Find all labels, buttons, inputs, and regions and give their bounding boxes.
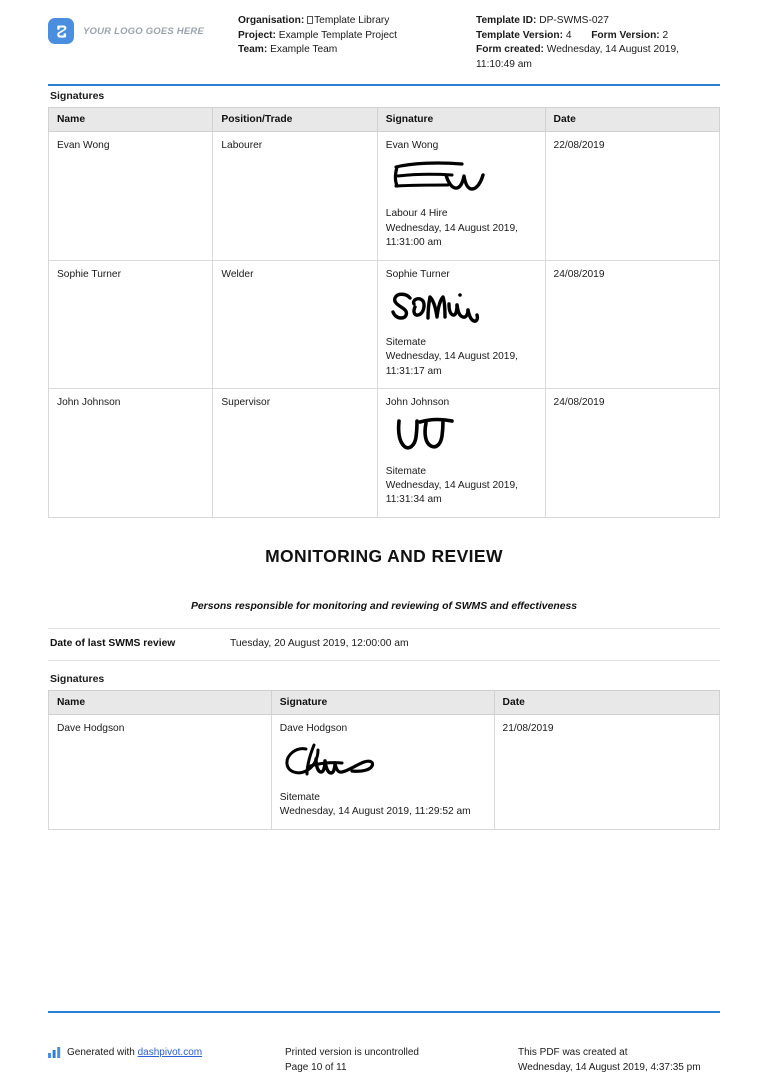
- logo-block: [48, 14, 238, 44]
- document-header: [0, 0, 768, 78]
- cell-position: Supervisor: [213, 389, 377, 518]
- template-version-value: 4: [565, 29, 572, 41]
- column-header-signature: Signature: [271, 691, 494, 715]
- column-header-date: Date: [494, 691, 719, 715]
- table-row: [49, 260, 720, 389]
- footer-printed-block: [285, 1046, 518, 1075]
- template-id-value: DP-SWMS-027: [539, 15, 609, 26]
- signature-name: John Johnson: [385, 397, 450, 409]
- cell-date: 21/08/2019: [494, 715, 719, 829]
- signature-timestamp: Wednesday, 14 August 2019, 11:31:17 am: [385, 351, 518, 377]
- footer-generated-prefix: Generated with: [67, 1047, 138, 1059]
- project-value: Example Template Project: [278, 29, 397, 41]
- footer-divider: [48, 1011, 720, 1013]
- date-of-last-review-label: Date of last SWMS review: [50, 637, 176, 649]
- signatures-top-block: [48, 78, 720, 518]
- signature-john-johnson: [386, 413, 537, 457]
- bar-chart-icon: [48, 1046, 61, 1058]
- form-version-value: 2: [662, 29, 669, 41]
- date-of-last-review-row: [48, 628, 720, 662]
- column-header-position: Position/Trade: [213, 108, 377, 132]
- cell-date: 24/08/2019: [545, 260, 719, 389]
- footer-generated-text: [67, 1046, 202, 1060]
- cell-position: Labourer: [213, 132, 377, 261]
- footer-printed-line-1: Printed version is uncontrolled: [285, 1047, 419, 1059]
- signature-name: Dave Hodgson: [279, 723, 348, 735]
- cell-signature: [271, 715, 494, 829]
- signature-org: Sitemate: [385, 465, 426, 477]
- signature-sophie-turner: [386, 284, 537, 328]
- table-row: [49, 715, 720, 829]
- header-meta-right: [476, 14, 720, 72]
- column-header-date: Date: [545, 108, 719, 132]
- signature-timestamp: Wednesday, 14 August 2019, 11:29:52 am: [279, 806, 471, 818]
- cell-signature: [377, 260, 545, 389]
- signature-evan-wong: [386, 155, 537, 199]
- signature-org: Labour 4 Hire: [385, 208, 448, 220]
- form-created-line: [476, 43, 720, 72]
- form-created-value: Wednesday, 14 August 2019, 11:10:49 am: [476, 44, 679, 70]
- cell-name: Sophie Turner: [49, 260, 213, 389]
- table-row: [49, 132, 720, 261]
- project-line: [238, 29, 476, 44]
- column-header-name: Name: [49, 108, 213, 132]
- section-subtitle-monitoring: Persons responsible for monitoring and reviewing of SWMS and effectiveness: [190, 600, 578, 612]
- template-id-line: [476, 14, 720, 29]
- team-value: Example Team: [270, 44, 338, 56]
- footer-created-line-2: Wednesday, 14 August 2019, 4:37:35 pm: [518, 1061, 701, 1073]
- signature-org: Sitemate: [279, 791, 320, 803]
- version-line: [476, 29, 720, 44]
- cell-name: Evan Wong: [49, 132, 213, 261]
- organisation-value: Template Library: [314, 15, 390, 26]
- form-created-label: Form created:: [476, 44, 544, 56]
- cell-signature: [377, 132, 545, 261]
- signature-timestamp: Wednesday, 14 August 2019, 11:31:34 am: [385, 480, 518, 506]
- signatures-top-label: Signatures: [50, 90, 105, 102]
- project-label: Project:: [238, 29, 276, 41]
- footer-created-line-1: This PDF was created at: [518, 1047, 628, 1059]
- table-header-row: [49, 691, 720, 715]
- signatures-bottom-label: Signatures: [50, 673, 105, 686]
- section-title-monitoring: MONITORING AND REVIEW: [265, 545, 503, 566]
- column-header-signature: Signature: [377, 108, 545, 132]
- organisation-label: Organisation:: [238, 15, 305, 26]
- column-header-name: Name: [49, 691, 272, 715]
- signature-org: Sitemate: [385, 337, 426, 349]
- date-of-last-review-value: Tuesday, 20 August 2019, 12:00:00 am: [230, 637, 409, 649]
- dashpivot-logo-icon: [48, 18, 74, 44]
- signatures-bottom-block: [48, 661, 720, 829]
- signature-name: Sophie Turner: [385, 268, 450, 280]
- signature-dave-hodgson: [280, 739, 486, 783]
- logo-text: YOUR LOGO GOES HERE: [83, 25, 204, 37]
- cell-date: 24/08/2019: [545, 389, 719, 518]
- signature-timestamp: Wednesday, 14 August 2019, 11:31:00 am: [385, 222, 518, 249]
- template-id-label: Template ID:: [476, 15, 537, 26]
- template-version-label: Template Version:: [476, 29, 563, 41]
- cell-name: Dave Hodgson: [49, 715, 272, 829]
- missing-glyph-icon: [307, 16, 313, 25]
- dashpivot-link[interactable]: dashpivot.com: [137, 1047, 203, 1059]
- cell-name: John Johnson: [49, 389, 213, 518]
- form-version-label: Form Version:: [591, 29, 660, 41]
- cell-position: Welder: [213, 260, 377, 389]
- cell-signature: [377, 389, 545, 518]
- footer-page-number: Page 10 of 11: [285, 1061, 347, 1073]
- document-footer: [48, 1046, 720, 1075]
- header-meta-left: [238, 14, 476, 58]
- cell-date: 22/08/2019: [545, 132, 719, 261]
- signature-name: Evan Wong: [385, 140, 439, 151]
- team-label: Team:: [238, 44, 268, 56]
- footer-generated-block: [48, 1046, 285, 1060]
- table-header-row: [49, 108, 720, 132]
- signatures-top-table: [48, 107, 720, 518]
- organisation-line: [238, 14, 476, 29]
- team-line: [238, 43, 476, 58]
- signatures-bottom-table: [48, 690, 720, 829]
- document-content: [0, 78, 768, 830]
- header-divider: [48, 84, 720, 86]
- footer-created-block: [518, 1046, 720, 1075]
- table-row: [49, 389, 720, 518]
